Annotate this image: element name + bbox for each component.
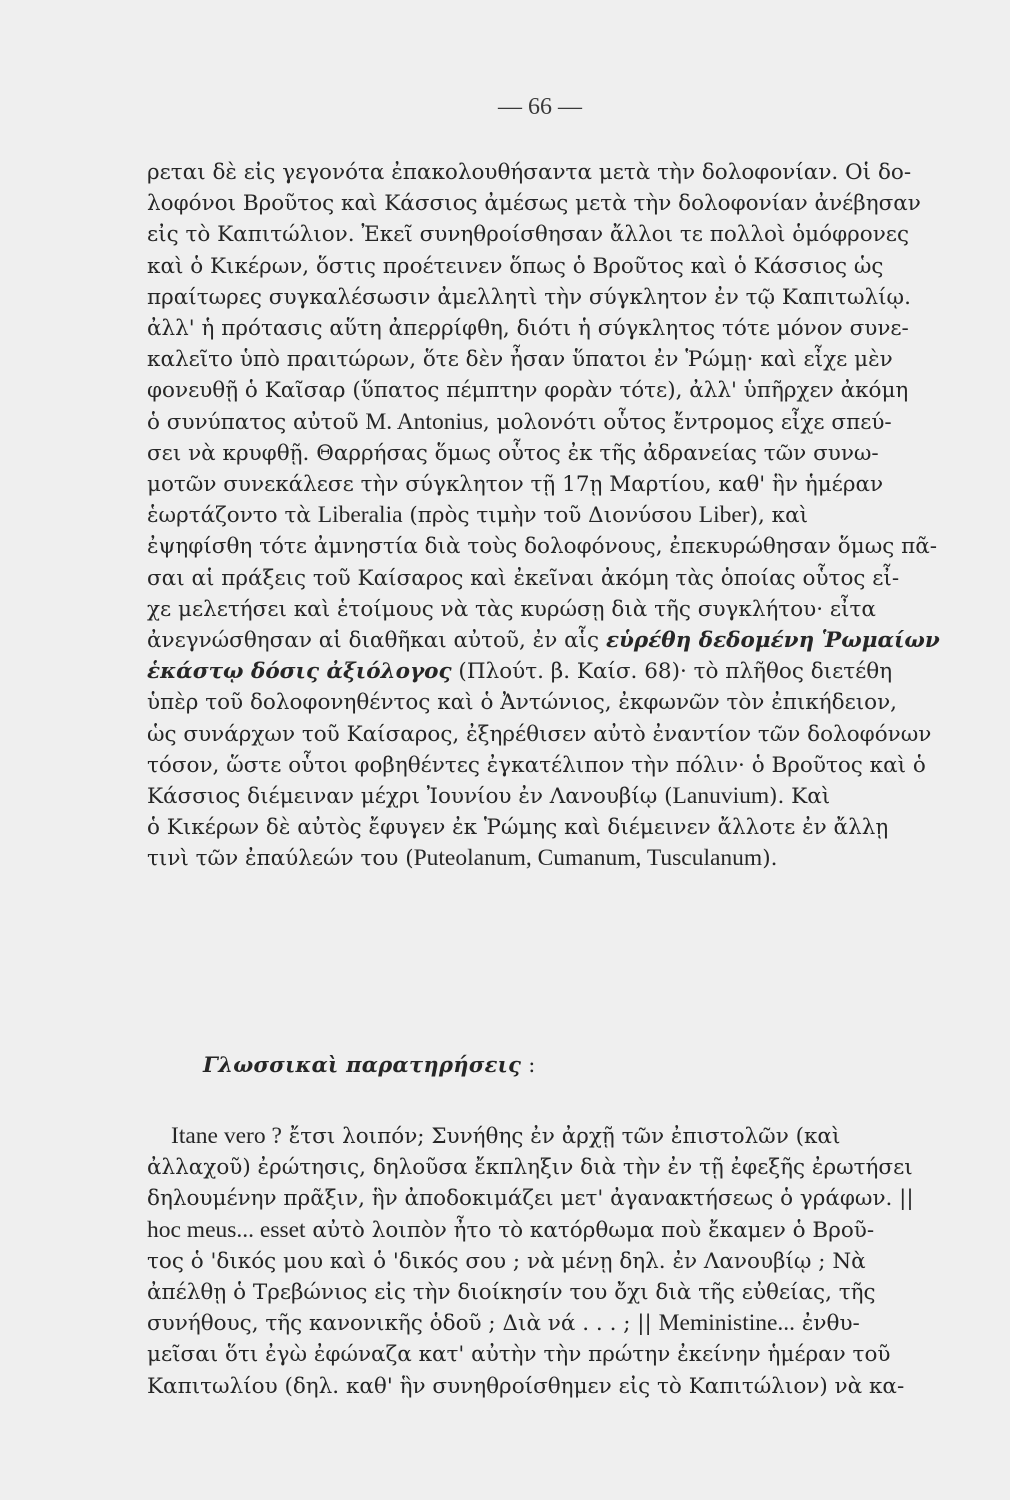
latin-name: M. Antonius [365,408,483,435]
text-line: καὶ ὁ Κικέρων, ὅστις προέτεινεν ὅπως ὁ Βροῦτος καὶ ὁ Κάσσιος ὡς [147,253,884,279]
text-line: ὡς συνάρχων τοῦ Καίσαρος, ἐξηρέθισεν αὐτὸ ἐναντίον τῶν δολοφόνων [147,721,932,747]
text-line: ἀλλαχοῦ) ἐρώτησις, δηλοῦσα ἔκπληξιν διὰ τὴν ἐν τῇ ἐφεξῆς ἐρωτήσει [147,1155,913,1181]
text-line: Καπιτωλίου (δηλ. καθ' ἣν συνηθροίσθημεν εἰς τὸ Καπιτώλιον) νὰ κα- [147,1373,905,1399]
latin-lemma: Itane vero ? [171,1123,282,1149]
text-line: φονευθῇ ὁ Καῖσαρ (ὕπατος πέμπτην φορὰν τότε), ἀλλ' ὑπῆρχεν ἀκόμη [147,378,909,404]
text-line: ἑκάστῳ δόσις ἀξιόλογος (Πλούτ. β. Καίσ. 68)· τὸ πλῆθος διετέθη [147,659,893,685]
latin-term: Liberalia [317,502,403,529]
text-line: συνήθους, τῆς κανονικῆς ὁδοῦ ; Διὰ νά . . . ; || Meministine... ἐνθυ- [147,1310,860,1337]
text-line: χε μελετήσει καὶ ἑτοίμους νὰ τὰς κυρώσῃ διὰ τῆς συγκλήτου· εἶτα [147,596,876,622]
text-line: ἐψηφίσθη τότε ἀμνηστία διὰ τοὺς δολοφόνους, ἐπεκυρώθησαν ὅμως πᾶ- [147,534,938,560]
text-line: ἀνεγνώσθησαν αἱ διαθῆκαι αὐτοῦ, ἐν αἷς εὑρέθη δεδομένη Ῥωμαίων [147,628,940,654]
text-line: τος ὁ 'δικός μου καὶ ὁ 'δικός σου ; νὰ μένῃ δηλ. ἐν Λανουβίῳ ; Νὰ [147,1248,866,1274]
text-line: Κάσσιος διέμειναν μέχρι Ἰουνίου ἐν Λανουβίῳ (Lanuvium). Καὶ [147,783,831,810]
text-line: ὁ συνύπατος αὐτοῦ M. Antonius, μολονότι οὗτος ἔντρομος εἶχε σπεύ- [147,408,892,435]
notes-paragraph [147,1121,967,1402]
text-line: λοφόνοι Βροῦτος καὶ Κάσσιος ἀμέσως μετὰ τὴν δολοφονίαν ἀνέβησαν [147,191,921,217]
text-line: ὑπὲρ τοῦ δολοφονηθέντος καὶ ὁ Ἀντώνιος, ἐκφωνῶν τὸν ἐπικήδειον, [147,690,897,716]
latin-term: Liber [698,502,750,529]
text-line: τόσον, ὥστε οὗτοι φοβηθέντες ἐγκατέλιπον τὴν πόλιν· ὁ Βροῦτος καὶ ὁ [147,752,926,778]
latin-lemma: hoc meus... esset [147,1216,306,1243]
quotation-emphasis: εὑρέθη δεδομένη Ῥωμαίων [605,628,940,654]
text-line: μοτῶν συνεκάλεσε τὴν σύγκλητον τῇ 17ῃ Μαρτίου, καθ' ἣν ἡμέραν [147,472,884,498]
text-line: μεῖσαι ὅτι ἐγὼ ἐφώναζα κατ' αὐτὴν τὴν πρώτην ἐκείνην ἡμέραν τοῦ [147,1342,891,1368]
text-line: δηλουμένην πρᾶξιν, ἣν ἀποδοκιμάζει μετ' ἀγανακτήσεως ὁ γράφων. || [147,1186,914,1212]
text-line: Itane vero ? ἔτσι λοιπόν; Συνήθης ἐν ἀρχῇ τῶν ἐπιστολῶν (καὶ [171,1123,841,1149]
latin-place: Lanuvium [672,783,770,810]
text-line: τινὶ τῶν ἐπαύλεών του (Puteolanum, Cumanum, Tusculanum). [147,845,778,872]
text-line: ἑωρτάζοντο τὰ Liberalia (πρὸς τιμὴν τοῦ Διονύσου Liber), καὶ [147,502,809,529]
text-line: εἰς τὸ Καπιτώλιον. Ἐκεῖ συνηθροίσθησαν ἄλλοι τε πολλοὶ ὁμόφρονες [147,222,909,248]
page-number: — 66 — [498,94,582,120]
latin-lemma: Meministine... [658,1310,796,1337]
text-line: ρεται δὲ εἰς γεγονότα ἐπακολουθήσαντα μετὰ τὴν δολοφονίαν. Οἱ δο- [147,160,912,185]
main-paragraph [147,157,967,875]
text-line: hoc meus... esset αὐτὸ λοιπὸν ἦτο τὸ κατόρθωμα ποὺ ἔκαμεν ὁ Βροῦ- [147,1216,875,1243]
text-line: ἀπέλθῃ ὁ Τρεβώνιος εἰς τὴν διοίκησίν του ὄχι διὰ τῆς εὐθείας, τῆς [147,1280,876,1306]
latin-place: Puteolanum, Cumanum, Tusculanum [413,845,763,872]
text-line: ὁ Κικέρων δὲ αὐτὸς ἔφυγεν ἐκ Ῥώμης καὶ διέμεινεν ἄλλοτε ἐν ἄλλῃ [147,815,889,841]
text-line: σει νὰ κρυφθῇ. Θαρρήσας ὅμως οὗτος ἐκ τῆς ἀδρανείας τῶν συνω- [147,440,879,466]
text-line: σαι αἱ πράξεις τοῦ Καίσαρος καὶ ἐκεῖναι ἀκόμη τὰς ὁποίας οὗτος εἶ- [147,565,900,591]
section-heading: Γλωσσικαὶ παρατηρήσεις : [203,1052,536,1077]
text-line: ἀλλ' ἡ πρότασις αὕτη ἀπερρίφθη, διότι ἡ σύγκλητος τότε μόνον συνε- [147,316,909,342]
quotation-emphasis: ἑκάστῳ δόσις ἀξιόλογος [147,659,452,685]
text-line: καλεῖτο ὑπὸ πραιτώρων, ὅτε δὲν ἦσαν ὕπατοι ἐν Ῥώμῃ· καὶ εἶχε μὲν [147,347,893,373]
text-line: πραίτωρες συγκαλέσωσιν ἀμελλητὶ τὴν σύγκλητον ἐν τῷ Καπιτωλίῳ. [147,284,911,310]
